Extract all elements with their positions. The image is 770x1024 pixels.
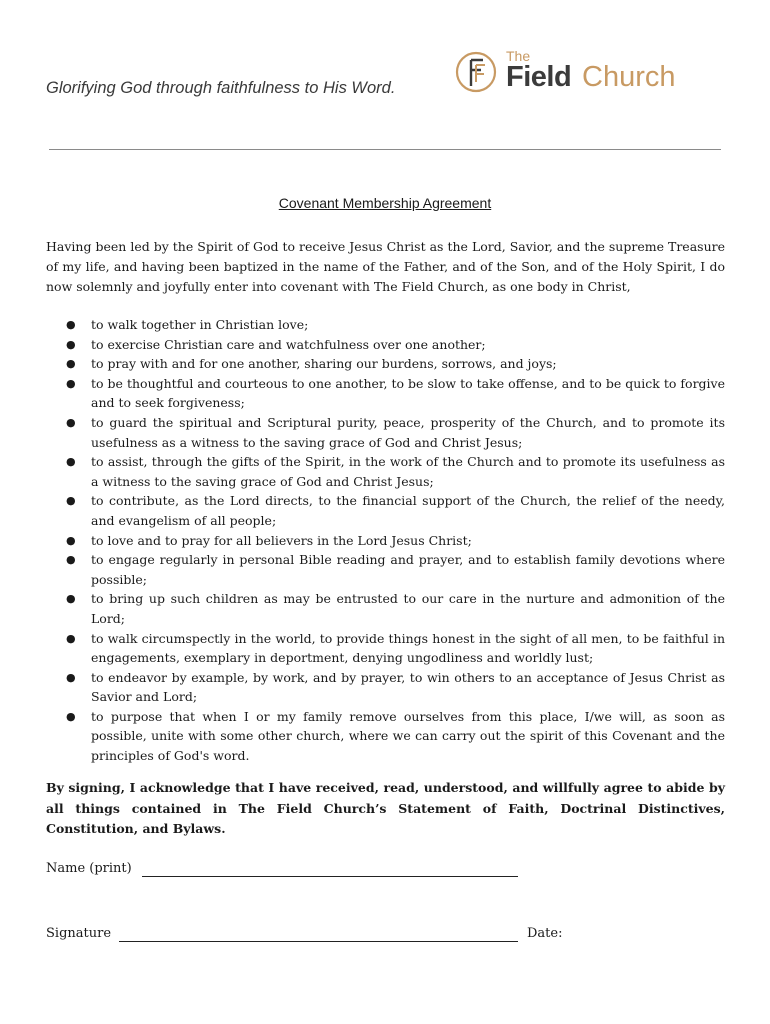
acknowledgement-paragraph: By signing, I acknowledge that I have received, read, understood, and willfully agree to abide by all things contained in The Field Church’s Statement of Faith, Doctrinal Distinctives, Constitution, and Bylaws. (46, 780, 725, 836)
bullet-icon: ● (66, 670, 76, 684)
logo-text-field: Field (506, 61, 572, 93)
list-item: ● to walk circumspectly in the world, to provide things honest in the sight of all men, to be faithful in engagements, exemplary in deportment, denying ungodliness and worldly lust; (66, 630, 725, 666)
list-item: ● to contribute, as the Lord directs, to the financial support of the Church, the relief of the needy, and evangelism of all people; (66, 493, 725, 528)
list-item: ● to walk together in Christian love; (46, 315, 725, 335)
logo-text-church: Church (582, 61, 676, 93)
name-label: Name (print) (46, 861, 132, 876)
header-divider (49, 149, 721, 150)
bullet-icon: ● (66, 357, 76, 371)
list-item: ● to love and to pray for all believers in the Lord Jesus Christ; (46, 531, 725, 551)
bullet-icon: ● (66, 631, 76, 645)
list-item: ● to endeavor by example, by work, and by prayer, to win others to an acceptance of Jesus Christ as Savior and Lord; (66, 669, 725, 705)
name-input-line[interactable] (142, 876, 518, 877)
bullet-icon: ● (66, 709, 76, 723)
bullet-icon: ● (66, 553, 76, 567)
date-label[interactable]: Date: (527, 926, 563, 941)
bullet-icon: ● (66, 376, 76, 390)
bullet-icon: ● (66, 337, 76, 351)
list-item: ● to purpose that when I or my family remove ourselves from this place, I/we will, as soon as possible, unite with some other church, where we can carry out the spirit of this Covenant and the principles of God's word. (66, 708, 725, 764)
signature-field-row (46, 926, 111, 941)
covenant-list (46, 315, 725, 766)
list-item: ● to be thoughtful and courteous to one another, to be slow to take offense, and to be quick to forgive and to seek forgiveness; (66, 375, 725, 411)
logo-text-the: The (506, 48, 531, 64)
church-logo (454, 46, 694, 102)
bullet-icon: ● (66, 415, 76, 429)
bullet-icon: ● (66, 592, 76, 606)
list-item: ● to pray with and for one another, sharing our burdens, sorrows, and joys; (46, 354, 725, 374)
name-field-row (46, 861, 132, 876)
signature-label: Signature (46, 926, 112, 941)
bullet-icon: ● (66, 494, 76, 508)
list-item: ● to engage regularly in personal Bible reading and prayer, and to establish family devotions where possible; (66, 552, 725, 587)
bullet-icon: ● (66, 318, 76, 331)
bullet-icon: ● (66, 533, 76, 547)
signature-input-line[interactable] (119, 941, 518, 942)
list-item: ● to guard the spiritual and Scriptural purity, peace, prosperity of the Church, and to promote its usefulness as a witness to the saving grace of God and Christ Jesus; (66, 414, 725, 450)
document-title: Covenant Membership Agreement (278, 195, 492, 211)
intro-paragraph: Having been led by the Spirit of God to receive Jesus Christ as the Lord, Savior, and the supreme Treasure of my life, and having been baptized in the name of the Father, and of the Son, and of the Holy Spirit, I do now solemnly and joyfully enter into covenant with The Field Church, as one body in Christ, (46, 239, 725, 294)
list-item: ● to bring up such children as may be entrusted to our care in the nurture and admonition of the Lord; (66, 591, 725, 626)
list-item: ● to assist, through the gifts of the Spirit, in the work of the Church and to promote its usefulness as a witness to the saving grace of God and Christ Jesus; (66, 454, 725, 489)
list-item: ● to exercise Christian care and watchfulness over one another; (46, 335, 725, 355)
bullet-icon: ● (66, 455, 76, 469)
tagline: Glorifying God through faithfulness to His Word. (46, 79, 396, 97)
logo-emblem-icon (454, 46, 500, 102)
